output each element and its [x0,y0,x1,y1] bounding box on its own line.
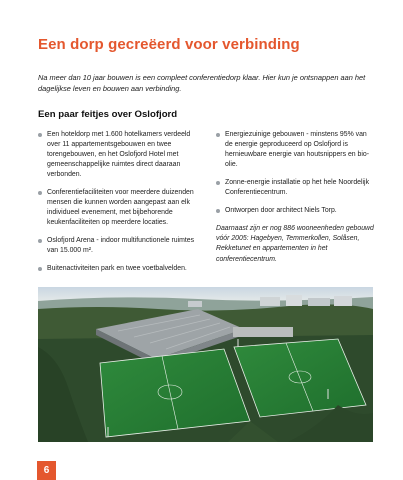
bullet-icon [38,191,42,195]
fact-text: Energiezuinige gebouwen - minstens 95% van de energie geproduceerd op Oslofjord is hernieuwbare energie van houtsnippers en bio-olie. [225,131,370,168]
fact-text: Ontworpen door architect Niels Torp. [225,207,337,214]
fact-text: Conferentiefaciliteiten voor meerdere duizenden mensen die kunnen worden aangepast aan elk individueel evenement, met bijbehorende keukenfaciliteiten op meerdere locaties. [47,189,194,226]
fact-item [38,236,196,256]
bullet-icon [216,209,220,213]
aerial-photo-illustration [38,287,373,442]
bullet-icon [216,181,220,185]
fact-text: Zonne-energie installatie op het hele Noordelijk Conferentiecentrum. [225,179,370,196]
facts-heading: Een paar feitjes over Oslofjord [38,109,178,120]
intro-paragraph: Na meer dan 10 jaar bouwen is een compleet conferentiedorp klaar. Hier kun je ontsnappen aan het dagelijkse leven en bouwen aan verbinding. [38,73,366,93]
fact-item [216,178,374,198]
fact-item [216,130,374,170]
fact-item [216,206,374,216]
bullet-icon [38,239,42,243]
bullet-icon [38,267,42,271]
fact-item [38,188,196,228]
fact-item [38,130,196,180]
fact-text: Oslofjord Arena - indoor multifunctionele ruimtes van 15.000 m². [47,237,195,254]
facts-column-left [38,130,196,282]
fact-item [38,264,196,274]
fact-text: Een hoteldorp met 1.600 hotelkamers verdeeld over 11 appartementsgebouwen en twee torengebouwen, en het Oslofjord Hotel met gemeenschappelijke ruimtes direct daaraan verbonden. [47,131,191,178]
aerial-photo [38,287,373,442]
page-title: Een dorp gecreëerd voor verbinding [38,36,300,53]
housing-note: Daarnaast zijn er nog 886 wooneenheden gebouwd vóór 2005: Hagebyen, Temmerkollen, Solåsen, Rekketunet en appartementen in het conferentiecentrum. [216,225,374,263]
fact-text: Buitenactiviteiten park en twee voetbalvelden. [47,265,187,272]
bullet-icon [216,133,220,137]
facts-column-right [216,130,374,265]
bullet-icon [38,133,42,137]
page-number: 6 [37,461,56,480]
